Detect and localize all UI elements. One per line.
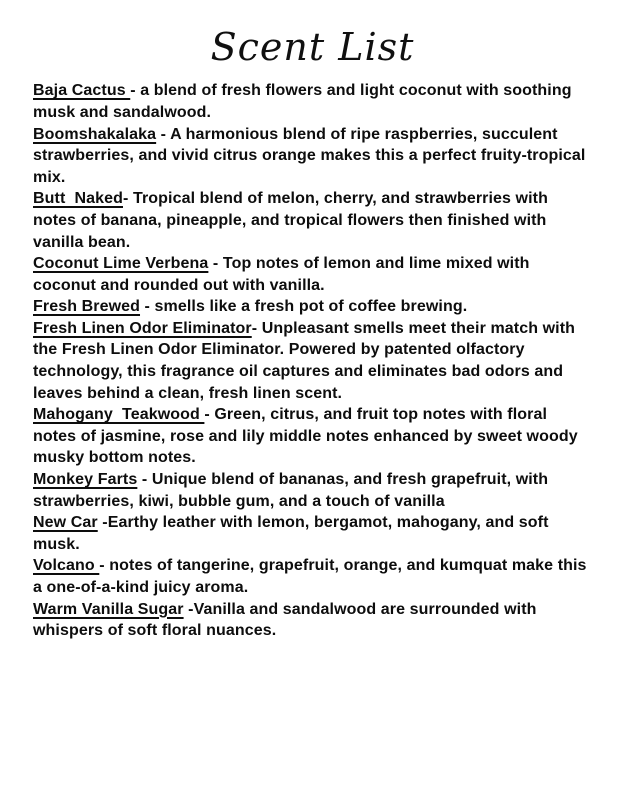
scent-description: - a blend of fresh flowers and light coconut with soothing musk and sandalwood. (33, 82, 572, 121)
scent-item (33, 318, 592, 404)
scent-name: Coconut Lime Verbena (33, 255, 209, 273)
scent-name: Volcano (33, 557, 100, 575)
scent-name: Fresh Brewed (33, 298, 141, 316)
scent-name: Fresh Linen Odor Eliminator (33, 319, 252, 337)
scent-name: Warm Vanilla Sugar (33, 600, 184, 618)
scent-description: - Tropical blend of melon, cherry, and strawberries with notes of banana, pineapple, and tropical flowers then finished with vanilla bean. (33, 190, 548, 251)
scent-item (33, 253, 592, 296)
scent-item (33, 124, 592, 189)
scent-item (33, 555, 592, 598)
scent-item (33, 599, 592, 642)
scent-name: New Car (33, 514, 98, 532)
scent-description: - smells like a fresh pot of coffee brewing. (140, 298, 468, 316)
scent-description: - Unique blend of bananas, and fresh grapefruit, with strawberries, kiwi, bubble gum, and a touch of vanilla (33, 471, 549, 510)
scent-name: Boomshakalaka (33, 125, 157, 143)
scent-item (33, 80, 592, 123)
page-title: Scent List (210, 25, 415, 69)
scent-item (33, 404, 592, 469)
scent-item (33, 188, 592, 253)
scent-description: - Green, citrus, and fruit top notes with floral notes of jasmine, rose and lily middle notes enhanced by sweet woody musky bottom notes. (33, 406, 578, 467)
scent-name: Butt Naked (33, 190, 123, 208)
scent-item (33, 296, 592, 318)
scent-description: - A harmonious blend of ripe raspberries, succulent strawberries, and vivid citrus orange makes this a perfect fruity-tropical mix. (33, 125, 586, 186)
scent-description: -Earthy leather with lemon, bergamot, mahogany, and soft musk. (33, 514, 549, 553)
scent-name: Baja Cactus (33, 82, 131, 100)
scent-item (33, 469, 592, 512)
scent-name: Monkey Farts (33, 471, 138, 489)
scent-description: - Top notes of lemon and lime mixed with coconut and rounded out with vanilla. (33, 255, 530, 294)
scent-description: - notes of tangerine, grapefruit, orange, and kumquat make this a one-of-a-kind juicy aroma. (33, 557, 587, 597)
scent-item (33, 512, 592, 555)
scent-description: - Unpleasant smells meet their match with the Fresh Linen Odor Eliminator. Powered by patented olfactory technology, this fragrance oil captures and eliminates bad odors and leaves behind a clean, fresh linen scent. (33, 319, 576, 402)
scent-description: -Vanilla and sandalwood are surrounded with whispers of soft floral nuances. (33, 600, 537, 640)
scent-list (33, 80, 592, 641)
scent-name: Mahogany Teakwood (33, 406, 205, 424)
